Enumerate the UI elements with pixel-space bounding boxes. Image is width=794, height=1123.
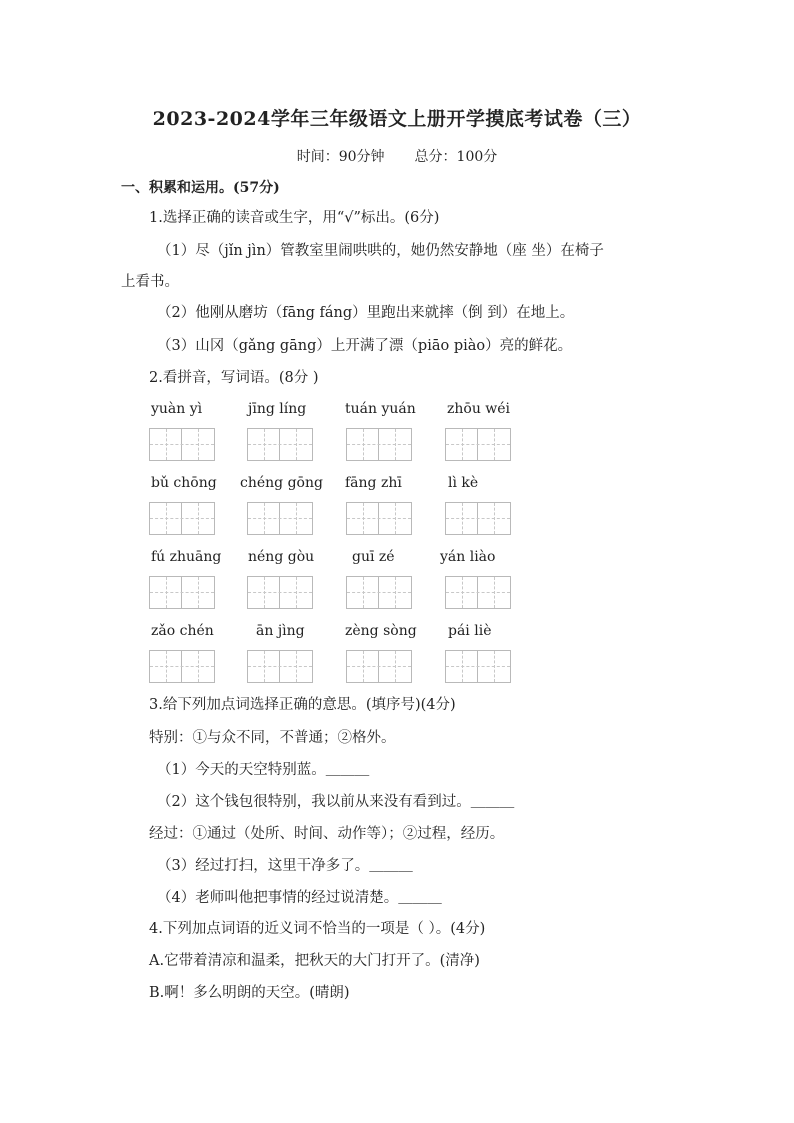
writing-grid-box[interactable]: [445, 650, 511, 683]
pinyin-label: pái liè: [448, 623, 492, 639]
option-b: B.啊！多么明朗的天空。(晴朗): [149, 985, 350, 1001]
pinyin-label: zèng sòng: [345, 623, 417, 639]
writing-grid-box[interactable]: [149, 502, 215, 535]
writing-grid-box[interactable]: [247, 428, 313, 461]
exam-time: 时间：90分钟: [296, 149, 385, 165]
question-4-stem: 4.下列加点词语的近义词不恰当的一项是（ ）。(4分): [149, 921, 486, 937]
question-1-item-1: （1）尽（jǐn jìn）管教室里闹哄哄的，她仍然安静地（座 坐）在椅子: [157, 243, 604, 259]
question-1-item-2: （2）他刚从磨坊（fāng fáng）里跑出来就摔（倒 到）在地上。: [157, 305, 575, 321]
writing-grid-box[interactable]: [445, 502, 511, 535]
question-3-item-4: （4）老师叫他把事情的经过说清楚。＿＿＿: [157, 890, 442, 906]
question-1-item-1-cont: 上看书。: [121, 274, 179, 290]
question-1-item-3: （3）山冈（gǎng gāng）上开满了漂（piāo piào）亮的鲜花。: [157, 338, 573, 354]
page-title: 2023-2024学年三年级语文上册开学摸底考试卷（三）: [152, 108, 642, 130]
writing-grid-box[interactable]: [346, 576, 412, 609]
question-3-item-1: （1）今天的天空特别蓝。＿＿＿: [157, 762, 370, 778]
writing-grid-box[interactable]: [247, 576, 313, 609]
pinyin-label: zhōu wéi: [447, 401, 511, 417]
writing-grid-box[interactable]: [247, 650, 313, 683]
writing-grid-box[interactable]: [346, 502, 412, 535]
question-3-item-2: （2）这个钱包很特别，我以前从来没有看到过。＿＿＿: [157, 794, 515, 810]
writing-grid-box[interactable]: [346, 428, 412, 461]
writing-grid-box[interactable]: [346, 650, 412, 683]
pinyin-label: yuàn yì: [151, 401, 203, 417]
pinyin-label: fú zhuāng: [151, 549, 222, 565]
pinyin-label: ān jìng: [256, 623, 305, 639]
writing-grid-box[interactable]: [149, 428, 215, 461]
pinyin-label: yán liào: [440, 549, 496, 565]
writing-grid-box[interactable]: [445, 428, 511, 461]
pinyin-label: guī zé: [352, 549, 395, 565]
pinyin-label: néng gòu: [248, 549, 315, 565]
section-heading: 一、积累和运用。(57分): [121, 180, 280, 196]
pinyin-label: chéng gōng: [240, 475, 323, 491]
question-1-stem: 1.选择正确的读音或生字，用“√”标出。(6分): [149, 210, 440, 226]
exam-info: [0, 146, 794, 166]
question-2-stem: 2.看拼音，写词语。(8分 ): [149, 370, 319, 386]
pinyin-label: jīng líng: [248, 401, 307, 417]
pinyin-label: fāng zhī: [345, 475, 402, 491]
question-3-stem: 3.给下列加点词选择正确的意思。(填序号)(4分): [149, 697, 456, 713]
pinyin-label: zǎo chén: [151, 623, 214, 639]
pinyin-label: tuán yuán: [345, 401, 416, 417]
exam-total-score: 总分：100分: [414, 149, 498, 165]
writing-grid-box[interactable]: [445, 576, 511, 609]
option-a: A.它带着清凉和温柔，把秋天的大门打开了。(清净): [149, 953, 480, 969]
question-3-item-3: （3）经过打扫，这里干净多了。＿＿＿: [157, 858, 413, 874]
writing-grid-box[interactable]: [149, 576, 215, 609]
writing-grid-box[interactable]: [247, 502, 313, 535]
writing-grid-box[interactable]: [149, 650, 215, 683]
pinyin-label: bǔ chōng: [151, 475, 217, 491]
definition-line: 经过：①通过（处所、时间、动作等）；②过程，经历。: [149, 826, 505, 842]
definition-line: 特别：①与众不同，不普通；②格外。: [149, 730, 396, 746]
pinyin-label: lì kè: [448, 475, 479, 491]
